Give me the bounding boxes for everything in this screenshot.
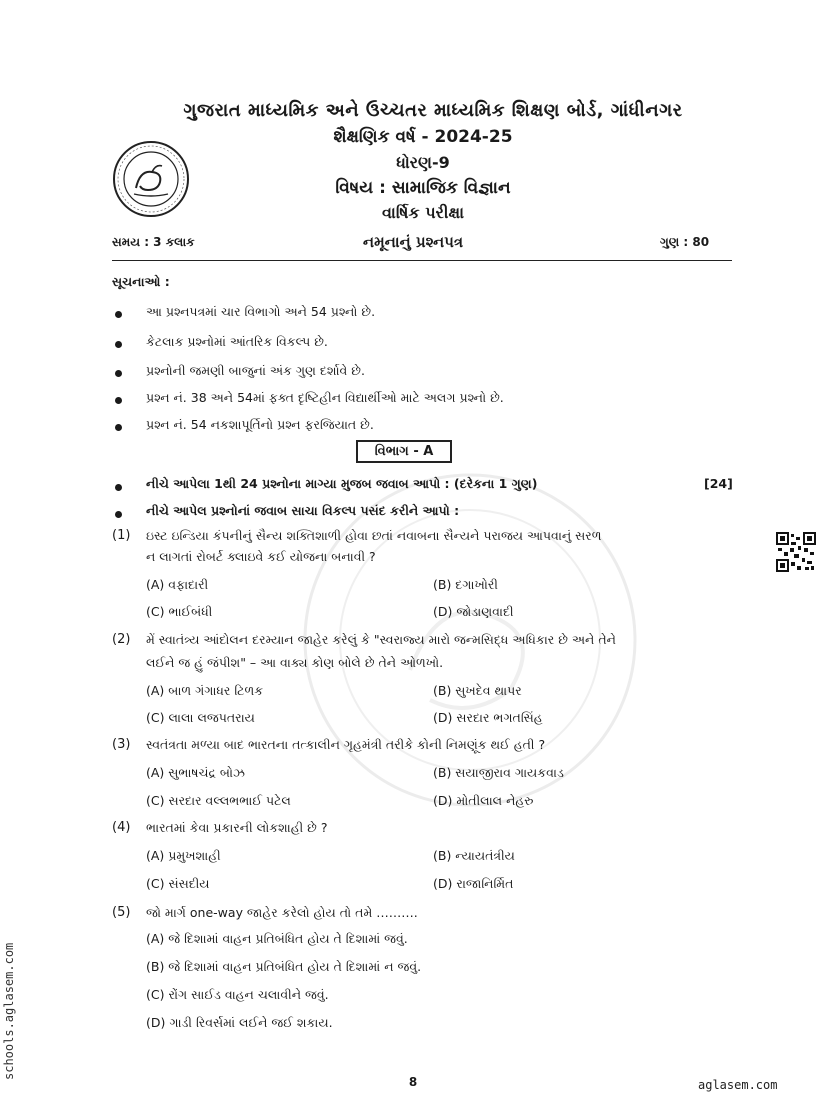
question-number: (1) <box>112 528 131 543</box>
section-marks: [24] <box>704 476 733 491</box>
qr-code-icon <box>776 532 816 572</box>
option-c: (C) રોંગ સાઈડ વાહન ચલાવીને જવું. <box>146 987 329 1002</box>
question-text: ભારતમાં કેવા પ્રકારની લોકશાહી છે ? <box>146 820 328 835</box>
paper-title: નમૂનાનું પ્રશ્નપત્ર <box>362 233 464 251</box>
option-c: (C) સરદાર વલ્લભભાઈ પટેલ <box>146 793 291 808</box>
side-watermark <box>0 900 20 1080</box>
option-a: (A) વફાદારી <box>146 577 209 592</box>
exam-name: વાર્ષિક પરીક્ષા <box>381 203 465 222</box>
page-number: 8 <box>408 1075 418 1089</box>
question-number: (5) <box>112 905 131 920</box>
instruction-item: આ પ્રશ્નપત્રમાં ચાર વિભાગો અને 54 પ્રશ્નો છે. <box>146 304 376 319</box>
question-text: સ્વતંત્રતા મળ્યા બાદ ભારતના તત્કાલીન ગૃહમંત્રી તરીકે કોની નિમણૂંક થઈ હતી ? <box>146 737 546 752</box>
question-number: (4) <box>112 820 131 835</box>
option-a: (A) જે દિશામાં વાહન પ્રતિબંધિત હોય તે દિશામાં જવું. <box>146 931 408 946</box>
option-d: (D) સરદાર ભગતસિંહ <box>433 710 543 725</box>
option-b: (B) સુખદેવ થાપર <box>433 683 522 698</box>
subject: વિષય : સામાજિક વિજ્ઞાન <box>335 178 511 198</box>
section-instruction: નીચે આપેલ પ્રશ્નોનાં જવાબ સાચા વિકલ્પ પસંદ કરીને આપો : <box>146 503 460 518</box>
question-number: (3) <box>112 737 131 752</box>
watermark-text: schools.aglasem.com <box>2 942 16 1080</box>
section-label: વિભાગ - A <box>356 440 452 463</box>
instruction-item: કેટલાક પ્રશ્નોમાં આંતરિક વિકલ્પ છે. <box>146 334 328 349</box>
option-b: (B) ન્યાયતંત્રીય <box>433 848 515 863</box>
instruction-item: પ્રશ્ન નં. 54 નકશાપૂર્તિનો પ્રશ્ન ફરજિયાત છે. <box>146 417 374 432</box>
option-d: (D) મોતીલાલ નેહરુ <box>433 793 534 808</box>
standard: ધોરણ-9 <box>396 153 450 172</box>
bullet-icon <box>115 341 122 348</box>
option-c: (C) લાલા લજપતરાય <box>146 710 255 725</box>
question-text: મેં સ્વાતંત્ર્ય આંદોલન દરમ્યાન જાહેર કરેલું કે "સ્વરાજ્ય મારો જન્મસિદ્ધ અધિકાર છે અને તેને <box>146 632 616 647</box>
bullet-icon <box>115 511 122 518</box>
question-text: લઈને જ હું જંપીશ" – આ વાક્ય કોણ બોલે છે તેને ઓળખો. <box>146 655 444 670</box>
bullet-icon <box>115 424 122 431</box>
question-text: જો માર્ગ one-way જાહેર કરેલો હોય તો તમે ………. <box>146 905 418 920</box>
bullet-icon <box>115 484 122 491</box>
academic-year: શૈક્ષણિક વર્ષ - 2024-25 <box>333 127 513 147</box>
bullet-icon <box>115 311 122 318</box>
question-number: (2) <box>112 632 131 647</box>
header-divider <box>112 260 732 261</box>
instruction-item: પ્રશ્ન નં. 38 અને 54માં ફક્ત દૃષ્ટિહીન વિદ્યાર્થીઓ માટે અલગ પ્રશ્નો છે. <box>146 390 504 405</box>
bullet-icon <box>115 370 122 377</box>
option-a: (A) સુભાષચંદ્ર બોઝ <box>146 765 245 780</box>
question-text: ન લાગતાં રોબર્ટ ક્લાઇવે કઈ યોજના બનાવી ? <box>146 549 376 564</box>
exam-time: સમય : 3 કલાક <box>112 235 195 249</box>
board-name: ગુજરાત માધ્યમિક અને ઉચ્ચતર માધ્યમિક શિક્ષણ બોર્ડ, ગાંધીનગર <box>183 100 683 121</box>
instructions-heading: સૂચનાઓ : <box>112 274 170 289</box>
option-c: (C) ભાઈબંધી <box>146 604 213 619</box>
option-d: (D) ગાડી રિવર્સમાં લઈને જઈ શકાય. <box>146 1015 333 1030</box>
option-b: (B) દગાખોરી <box>433 577 498 592</box>
total-marks: ગુણ : 80 <box>660 235 710 249</box>
option-d: (D) જોડાણવાદી <box>433 604 514 619</box>
option-a: (A) બાળ ગંગાધર ટિળક <box>146 683 264 698</box>
option-c: (C) સંસદીય <box>146 876 210 891</box>
bullet-icon <box>115 397 122 404</box>
option-a: (A) પ્રમુખશાહી <box>146 848 221 863</box>
question-text: ઇસ્ટ ઇન્ડિયા કંપનીનું સૈન્ય શક્તિશાળી હોવા છતાં નવાબના સૈન્યને પરાજય આપવાનું સરળ <box>146 528 602 543</box>
option-d: (D) રાજાનિર્મિત <box>433 876 514 891</box>
footer-site: aglasem.com <box>698 1078 778 1092</box>
instruction-item: પ્રશ્નોની જમણી બાજુનાં અંક ગુણ દર્શાવે છે. <box>146 363 365 378</box>
option-b: (B) જે દિશામાં વાહન પ્રતિબંધિત હોય તે દિશામાં ન જવું. <box>146 959 422 974</box>
board-seal-icon <box>112 140 190 218</box>
option-b: (B) સયાજીરાવ ગાયકવાડ <box>433 765 564 780</box>
section-instruction: નીચે આપેલા 1થી 24 પ્રશ્નોના માગ્યા મુજબ જવાબ આપો : (દરેકના 1 ગુણ) <box>146 476 538 491</box>
